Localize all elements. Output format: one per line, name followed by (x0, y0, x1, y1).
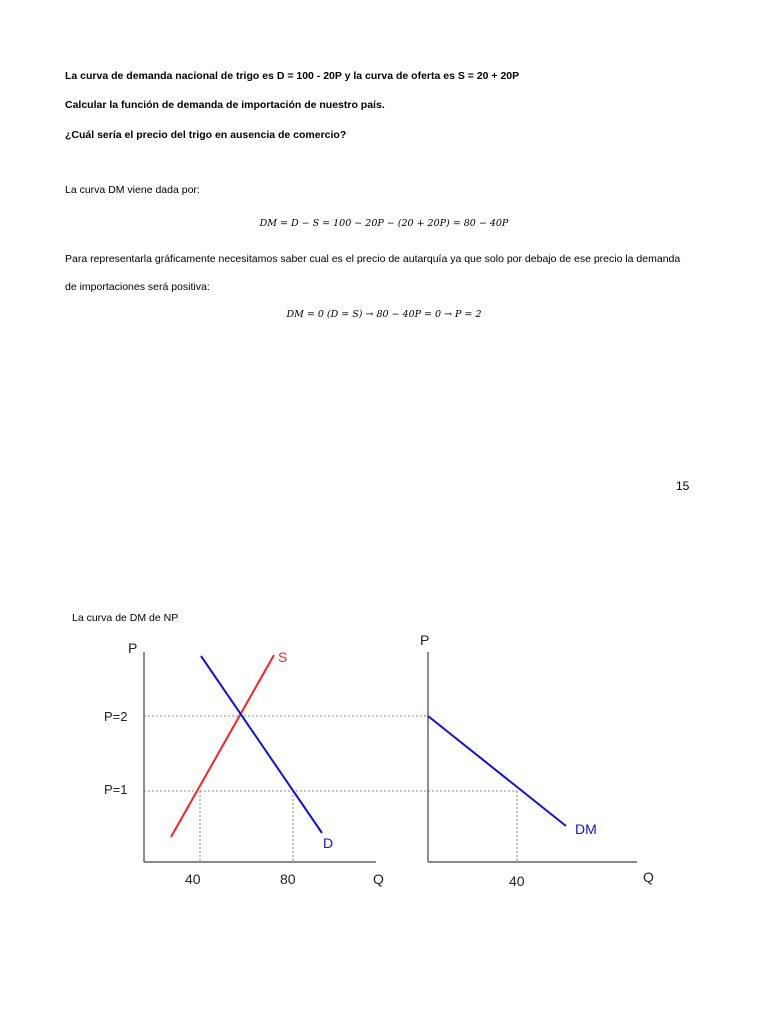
problem-line-3: ¿Cuál sería el precio del trigo en ausencia de comercio? (65, 129, 347, 141)
solution-intro: La curva DM viene dada por: (65, 184, 200, 196)
right-x-axis-label: Q (643, 869, 654, 885)
right-y-axis-label: P (420, 632, 430, 648)
equation-dm: DM = D − S = 100 − 20P − (20 + 20P) = 80 − 40P (259, 218, 509, 229)
demand-label: D (323, 835, 334, 851)
x-tick-40: 40 (185, 871, 201, 887)
paragraph-line-1: Para representarla gráficamente necesitamos saber cual es el precio de autarquía ya que solo por debajo de ese precio la demanda (65, 253, 681, 265)
import-demand-figure (0, 620, 768, 960)
supply-label: S (278, 649, 288, 665)
left-y-axis-label: P (128, 640, 138, 656)
problem-line-2: Calcular la función de demanda de importación de nuestro país. (65, 99, 385, 111)
left-axes (144, 652, 376, 862)
demand-curve (201, 656, 322, 833)
equation-autarky: DM = 0 (D = S) → 80 − 40P = 0 → P = 2 (286, 309, 482, 320)
problem-line-1: La curva de demanda nacional de trigo es D = 100 - 20P y la curva de oferta es S = 20 + 20P (65, 70, 520, 82)
dm-x-tick-40: 40 (509, 873, 525, 889)
supply-curve (171, 655, 274, 837)
right-axes (428, 652, 637, 862)
x-tick-80: 80 (280, 871, 296, 887)
left-x-axis-label: Q (373, 871, 384, 887)
dm-label: DM (575, 821, 597, 837)
page-number: 15 (676, 479, 690, 493)
paragraph-line-2: de importaciones será positiva: (65, 281, 210, 293)
figure-caption: La curva de DM de NP (72, 612, 179, 624)
dm-curve (428, 716, 566, 826)
price-label-p2: P=2 (104, 709, 128, 724)
price-label-p1: P=1 (104, 782, 128, 797)
